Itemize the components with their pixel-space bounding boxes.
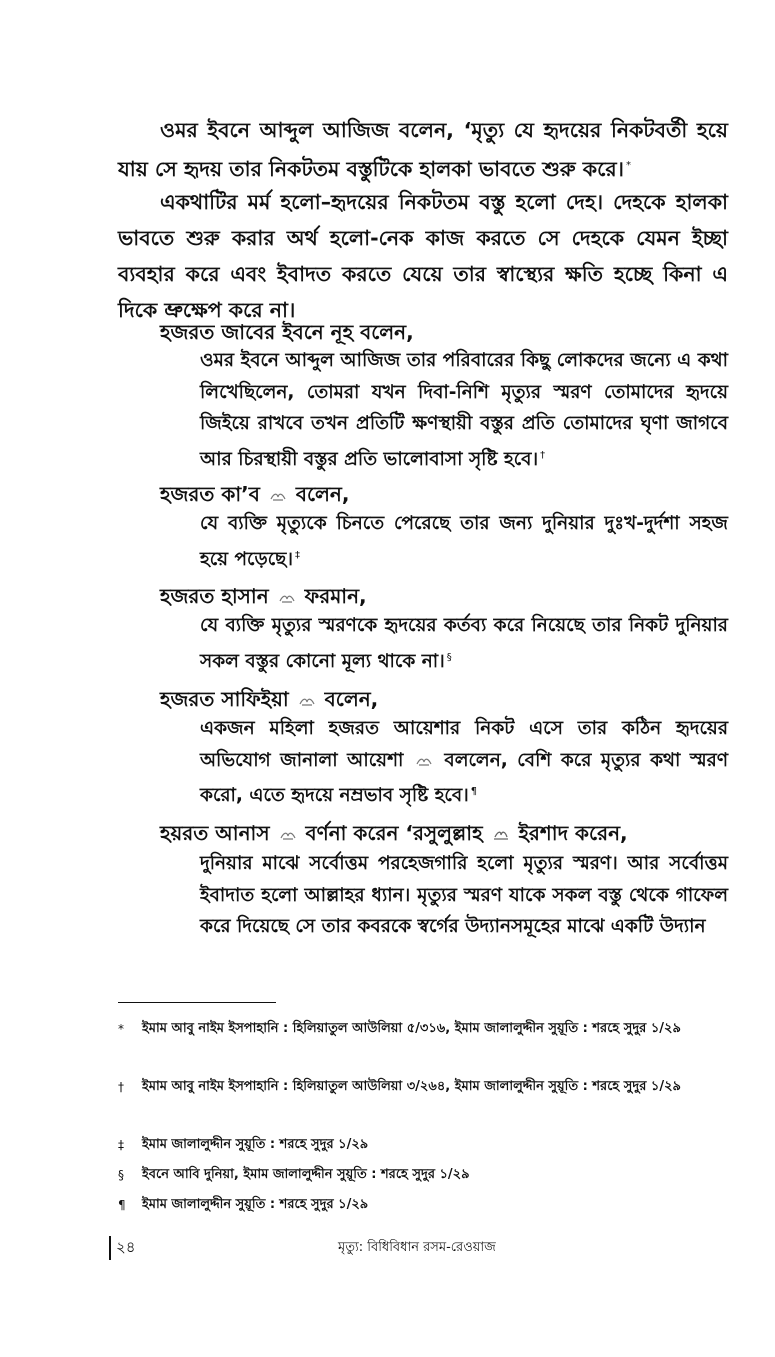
honorific-calligraphy-icon bbox=[415, 755, 433, 767]
heading-kaab-verb: বলেন, bbox=[295, 482, 350, 506]
salutation-calligraphy-icon bbox=[492, 829, 510, 841]
footnote-ref-5[interactable]: ¶ bbox=[470, 786, 478, 797]
quote-jaber-text: ওমর ইবনে আব্দুল আজিজ তার পরিবারের কিছু লোকদের জন্যে এ কথা লিখেছিলেন, তোমরা যখন দিবা-নিশি মৃত্যুর স্মরণ তোমাদের হৃদয়ে জিইয়ে রাখবে তখন প্রতিটি ক্ষণস্থায়ী বস্তুর প্রতি তোমাদের ঘৃণা জাগবে আর চিরস্থায়ী বস্তুর প্রতি ভালোবাসা সৃষ্টি হবে। bbox=[200, 350, 728, 470]
footnote-ref-1[interactable]: * bbox=[625, 160, 631, 171]
quote-safiyya-text-b: বললেন, বেশি করে মৃত্যুর কথা স্মরণ করো, এতে হৃদয়ে নম্রভাব সৃষ্টি হবে। bbox=[200, 749, 729, 807]
quote-safiyya-text-a: একজন মহিলা হজরত আয়েশার নিকট এসে তার কঠিন হৃদয়ের অভিযোগ জানালা আয়েশা bbox=[200, 718, 728, 771]
heading-safiyya-verb: বলেন, bbox=[324, 687, 379, 711]
heading-safiyya bbox=[160, 683, 728, 715]
footnote-text: ইবনে আবি দুনিয়া, ইমাম জালালুদ্দীন সুয়ূতি : শরহে সুদুর ১/২৯ bbox=[142, 1167, 470, 1182]
honorific-calligraphy-icon bbox=[279, 829, 297, 841]
honorific-calligraphy-icon bbox=[298, 695, 316, 707]
footnote-5 bbox=[118, 1194, 728, 1216]
heading-anas-name: হয়রত আনাস bbox=[160, 821, 270, 845]
heading-safiyya-name: হজরত সাফিইয়া bbox=[160, 687, 289, 711]
footnote-symbol: ‡ bbox=[118, 1138, 124, 1152]
heading-kaab bbox=[160, 478, 728, 510]
paragraph-2: একথাটির মর্ম হলো–হৃদয়ের নিকটতম বস্তু হলো দেহ। দেহকে হালকা ভাবতে শুরু করার অর্থ হলো-নেক কাজ করতে সে দেহকে যেমন ইচ্ছা ব্যবহার করে এবং ইবাদত করতে যেয়ে তার স্বাস্থ্যের ক্ষতি হচ্ছে কিনা এ দিকে ভ্রুক্ষেপ করে না। bbox=[118, 190, 728, 322]
heading-anas-verb: বর্ণনা করেন ‘রসুলুল্লাহ bbox=[305, 821, 483, 845]
heading-hasan-name: হজরত হাসান bbox=[160, 584, 269, 608]
footnote-symbol: * bbox=[118, 1022, 124, 1036]
quote-hasan bbox=[200, 610, 728, 677]
quote-jaber bbox=[200, 345, 728, 475]
quote-kaab bbox=[200, 508, 728, 575]
quote-anas: দুনিয়ার মাঝে সর্বোত্তম পরহেজগারি হলো মৃত্যুর স্মরণ। আর সর্বোত্তম ইবাদাত হলো আল্লাহর ধ্যান। মৃত্যুর স্মরণ যাকে সকল বস্তু থেকে গাফেল করে দিয়েছে সে তার কবরকে স্বর্গের উদ্যানসমূহের মাঝে একটি উদ্যান bbox=[200, 853, 728, 937]
footnote-4 bbox=[118, 1164, 728, 1186]
footnote-3 bbox=[118, 1134, 728, 1156]
page-number: ২৪ bbox=[116, 1238, 136, 1256]
honorific-calligraphy-icon bbox=[269, 490, 287, 502]
footnote-text: ইমাম আবু নাইম ইসপাহানি : হিলিয়াতুল আউলিয়া ৫/৩১৬, ইমাম জালালুদ্দীন সুয়ূতি : শরহে সুদুর ১/২৯ bbox=[142, 1021, 681, 1036]
footnote-symbol: ¶ bbox=[118, 1198, 126, 1212]
quote-kaab-text: যে ব্যক্তি মৃত্যুকে চিনতে পেরেছে তার জন্য দুনিয়ার দুঃখ-দুর্দশা সহজ হয়ে পড়েছে। bbox=[200, 513, 728, 570]
footnote-text: ইমাম আবু নাইম ইসপাহানি : হিলিয়াতুল আউলিয়া ৩/২৬৪, ইমাম জালালুদ্দীন সুয়ূতি : শরহে সুদুর ১/২৯ bbox=[142, 1079, 681, 1094]
footnote-text: ইমাম জালালুদ্দীন সুয়ূতি : শরহে সুদুর ১/২৯ bbox=[142, 1197, 369, 1212]
heading-hasan-verb: ফরমান, bbox=[304, 584, 367, 608]
heading-anas-verb-2: ইরশাদ করেন, bbox=[518, 821, 628, 845]
footnote-ref-3[interactable]: ‡ bbox=[294, 549, 300, 561]
footnote-1 bbox=[118, 1018, 728, 1040]
footnote-2 bbox=[118, 1076, 728, 1098]
paragraph-1 bbox=[118, 112, 728, 187]
footnote-text: ইমাম জালালুদ্দীন সুয়ূতি : শরহে সুদুর ১/২৯ bbox=[142, 1137, 369, 1152]
footnote-symbol: † bbox=[118, 1080, 124, 1094]
quote-safiyya bbox=[200, 713, 728, 812]
heading-hasan bbox=[160, 580, 728, 612]
honorific-calligraphy-icon bbox=[278, 592, 296, 604]
footnote-symbol: § bbox=[118, 1168, 124, 1182]
footer-bar bbox=[109, 1236, 111, 1260]
running-title: মৃত্যু: বিধিবিধান রসম-রেওয়াজ bbox=[338, 1240, 496, 1255]
heading-jaber: হজরত জাবের ইবনে নূহ বলেন, bbox=[160, 320, 414, 344]
footnote-ref-2[interactable]: † bbox=[540, 449, 546, 461]
footnote-divider bbox=[118, 1002, 276, 1003]
paragraph-1-text: ওমর ইবনে আব্দুল আজিজ বলেন, ‘মৃত্যু যে হৃদয়ের নিকটবর্তী হয়ে যায় সে হৃদয় তার নিকটতম বস্তুটিকে হালকা ভাবতে শুরু করে। bbox=[118, 118, 728, 181]
heading-kaab-name: হজরত কা’ব bbox=[160, 482, 260, 506]
heading-anas bbox=[160, 817, 728, 849]
quote-hasan-text: যে ব্যক্তি মৃত্যুর স্মরণকে হৃদয়ের কর্তব্য করে নিয়েছে তার নিকট দুনিয়ার সকল বস্তুর কোনো মূল্য থাকে না। bbox=[200, 615, 728, 672]
footnote-ref-4[interactable]: § bbox=[446, 651, 452, 663]
